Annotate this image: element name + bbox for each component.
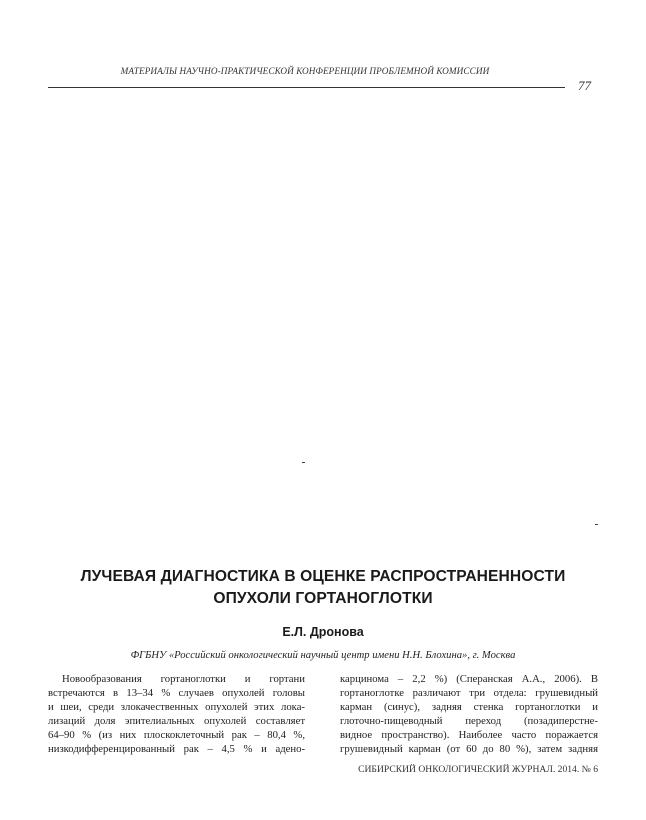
journal-footer: СИБИРСКИЙ ОНКОЛОГИЧЕСКИЙ ЖУРНАЛ. 2014. № 6 [358, 764, 598, 775]
article-title-line-1: ЛУЧЕВАЯ ДИАГНОСТИКА В ОЦЕНКЕ РАСПРОСТРАНЕННОСТИ [80, 568, 566, 585]
paragraph-line: встречаются в 13–34 % случаев опухолей головы [48, 687, 305, 699]
scan-mark [302, 462, 305, 463]
paragraph-line: низкодифференцированный рак – 4,5 % и адено- [48, 743, 305, 755]
paragraph-line: гортаноглотке различают три отдела: грушевидный [340, 687, 598, 699]
paragraph-line: и шеи, среди злокачественных опухолей этих лока- [48, 701, 305, 713]
scan-mark [595, 524, 598, 525]
article-title-line-2: ОПУХОЛИ ГОРТАНОГЛОТКИ [213, 590, 433, 607]
paragraph-line: карцинома – 2,2 %) (Сперанская А.А., 2006). В [340, 673, 598, 685]
header-rule [48, 87, 565, 88]
paragraph-line: грушевидный карман (от 60 до 80 %), затем задняя [340, 743, 598, 755]
paragraph-line: лизаций доля эпителиальных опухолей составляет [48, 715, 305, 727]
paragraph-line: карман (синус), задняя стенка гортаноглотки и [340, 701, 598, 713]
paragraph-line: 64–90 % (из них плоскоклеточный рак – 80,4 %, [48, 729, 305, 741]
page-number: 77 [578, 78, 591, 93]
running-title: МАТЕРИАЛЫ НАУЧНО-ПРАКТИЧЕСКОЙ КОНФЕРЕНЦИИ ПРОБЛЕМНОЙ КОМИССИИ [120, 66, 490, 76]
affiliation: ФГБНУ «Российский онкологический научный центр имени Н.Н. Блохина», г. Москва [130, 650, 516, 661]
paragraph-line: Новообразования гортаноглотки и гортани [62, 673, 305, 685]
author: Е.Л. Дронова [282, 625, 364, 639]
paragraph-line: глоточно-пищеводный переход (позадиперстне- [340, 715, 598, 727]
paragraph-line: видное пространство). Наиболее часто поражается [340, 729, 598, 741]
